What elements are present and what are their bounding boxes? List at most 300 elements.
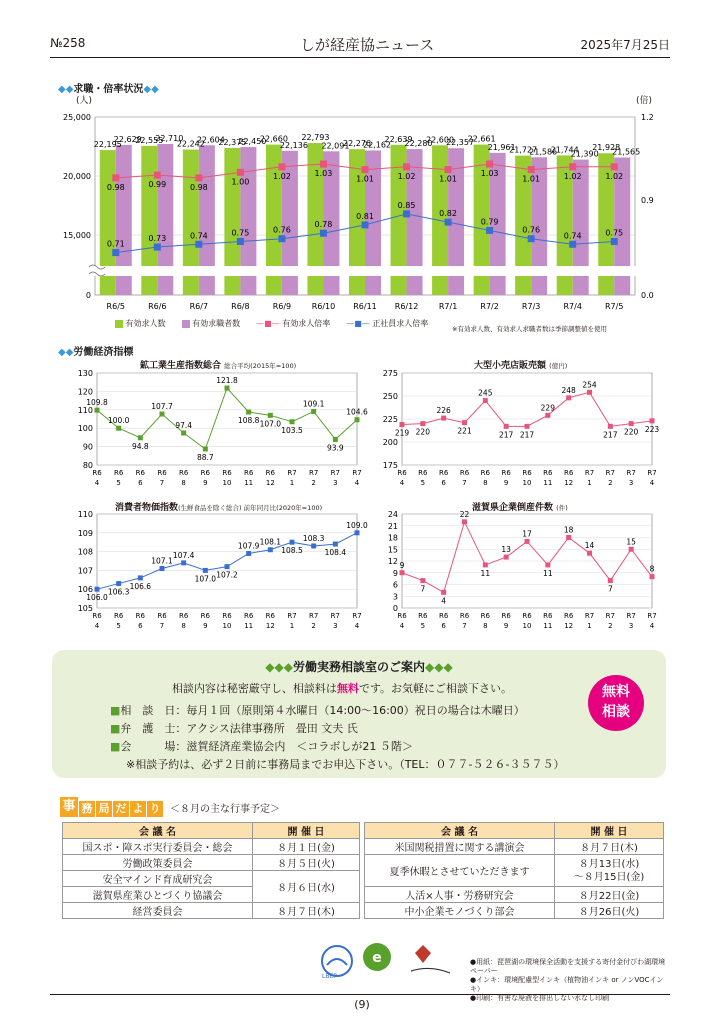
data-point <box>650 574 655 579</box>
x-tick-label: 6 <box>138 622 143 630</box>
series-line <box>97 388 357 449</box>
marker-job-ratio <box>195 174 202 181</box>
bar-job-offers <box>224 148 240 266</box>
marker-job-ratio <box>154 172 161 179</box>
y-tick-label: 21 <box>387 521 398 531</box>
bar-label: 22,357 <box>446 138 475 148</box>
x-tick-label: 2 <box>311 622 316 630</box>
consult-row-venue: ■会 場：滋賀経済産業協会内 ＜コラボしが21 ５階＞ <box>110 740 413 753</box>
y-tick-label: 25,000 <box>63 113 91 122</box>
x-tick-label: R7 <box>626 469 636 477</box>
page-header <box>50 34 670 54</box>
ratio-label: 0.79 <box>480 217 499 227</box>
jobs-ratio-chart <box>55 105 665 315</box>
y-tick-label: 110 <box>77 510 93 519</box>
axis-break <box>93 266 637 276</box>
x-tick-label: 3 <box>628 479 634 487</box>
x-tick-label: 4 <box>94 479 100 487</box>
ratio-label: 0.99 <box>148 180 167 190</box>
x-tick-label: R6 <box>179 469 189 477</box>
marker-fulltime-ratio <box>611 238 618 245</box>
x-tick-label: 10 <box>522 479 532 487</box>
bar-label: 21,727 <box>509 145 538 155</box>
x-tick-label: R6 <box>114 469 124 477</box>
bar-job-offers-base <box>598 276 614 295</box>
chart4-title: 滋賀県企業倒産件数 (件) <box>472 503 568 513</box>
y-tick-label: 15,000 <box>63 231 91 240</box>
x-tick-label: 3 <box>333 479 338 487</box>
bar-job-seekers-base <box>116 276 132 295</box>
bar-label: 21,390 <box>570 149 599 159</box>
x-tick-label: R6 <box>459 469 470 477</box>
ratio-label: 1.00 <box>231 177 250 187</box>
data-label: 104.6 <box>346 407 368 417</box>
data-point <box>504 424 509 429</box>
data-label: 107.7 <box>151 402 173 412</box>
x-tick-label: R6 <box>439 612 449 620</box>
y-tick-label: 80 <box>82 461 93 470</box>
x-tick-label: R6 <box>397 469 407 477</box>
bar-job-seekers-base <box>614 276 630 295</box>
x-tick-label: R6 <box>418 469 428 477</box>
data-label: 108.4 <box>324 548 347 558</box>
x-tick-label: 12 <box>265 622 275 630</box>
x-tick-label: 7 <box>462 622 467 630</box>
data-label: 121.8 <box>216 376 238 386</box>
marker-fulltime-ratio <box>237 238 244 245</box>
x-tick-label: 7 <box>462 479 467 487</box>
data-point <box>203 446 208 451</box>
jimu-heading: 事 務 局 だ よ り ＜８月の主な行事予定＞ <box>60 797 280 817</box>
ratio-label: 1.02 <box>273 171 291 181</box>
legend-item: —■— 有効求人倍率 <box>256 319 331 328</box>
footer-divider <box>50 994 670 995</box>
x-tick-label: 7 <box>159 622 165 630</box>
data-label: 107.4 <box>172 550 195 560</box>
x-tick-label: R6 <box>265 469 275 477</box>
data-label: 217 <box>519 430 535 440</box>
x-tick-label: 8 <box>483 622 488 630</box>
data-point <box>333 542 338 547</box>
marker-job-ratio <box>569 163 576 170</box>
consult-row-lawyer: ■弁 護 士：アクシス法律事務所 畳田 文夫 氏 <box>110 722 358 735</box>
table-row: 労働政策委員会 ８月５日(火) <box>63 855 360 871</box>
ratio-label: 0.74 <box>189 231 208 241</box>
x-tick-label: R6/11 <box>353 302 377 311</box>
x-tick-label: R7 <box>352 612 362 620</box>
x-tick-label: R6 <box>179 612 189 620</box>
data-point <box>181 560 186 565</box>
bar-job-seekers-base <box>407 276 423 295</box>
x-tick-label: 12 <box>564 479 574 487</box>
data-label: 107.0 <box>259 419 282 429</box>
chart-legend <box>115 318 428 329</box>
x-tick-label: R6 <box>397 612 407 620</box>
bar-label: 22,276 <box>343 139 371 149</box>
x-tick-label: 4 <box>94 622 100 630</box>
legend-item: 有効求人数 <box>115 318 166 329</box>
data-label: 4 <box>441 596 447 606</box>
y-tick-label: 12 <box>387 557 398 566</box>
data-point <box>545 562 550 567</box>
x-tick-label: 2 <box>311 479 316 487</box>
bankruptcy-chart <box>370 508 660 638</box>
data-label: 97.4 <box>175 420 193 430</box>
x-tick-label: 5 <box>420 479 426 487</box>
marker-job-ratio <box>445 166 452 173</box>
bar-job-offers-base <box>557 276 573 295</box>
footer-notes: ●用紙：琵琶湖の環境保全活動を支援する寄付金付びわ湖環境ペーパー ●インキ：環境配慮型インキ（植物油インキ or ノンVOCインキ） ●印刷：有害な廃液を排出しない水なし印刷 <box>470 958 666 1002</box>
y-tick-label: 90 <box>82 442 93 452</box>
ratio-label: 0.75 <box>605 228 624 238</box>
x-tick-label: 9 <box>503 622 509 630</box>
data-point <box>246 410 251 415</box>
data-point <box>268 413 273 418</box>
x-tick-label: R7 <box>584 469 595 477</box>
retail-sales-chart <box>370 367 660 495</box>
bar-label: 22,629 <box>113 134 142 144</box>
x-tick-label: 4 <box>399 479 405 487</box>
marker-fulltime-ratio <box>112 249 119 256</box>
bar-job-seekers-base <box>323 276 339 295</box>
y-tick-label: 108 <box>77 547 93 557</box>
legend-item: —■— 正社員求人倍率 <box>346 319 429 328</box>
x-tick-label: 12 <box>564 622 574 630</box>
x-tick-label: R6 <box>522 612 532 620</box>
table-row: 国スポ・障スポ実行委員会・総会 ８月１日(金) <box>63 839 360 855</box>
bar-label: 22,136 <box>279 140 308 150</box>
x-tick-label: R6 <box>222 469 232 477</box>
y2-tick-label: 0.9 <box>641 196 654 205</box>
ratio-label: 0.73 <box>148 234 167 244</box>
data-point <box>181 430 186 435</box>
bar-job-offers-base <box>100 276 116 295</box>
data-point <box>420 421 425 426</box>
y-tick-label: 0 <box>392 604 398 613</box>
data-label: 107.9 <box>237 541 260 551</box>
data-point <box>355 417 360 422</box>
bar-job-offers <box>266 145 282 266</box>
consult-subtitle: 相談内容は秘密厳守し、相談料は無料です。お気軽にご相談下さい。 <box>171 682 513 695</box>
x-tick-label: R7 <box>287 612 297 620</box>
data-label: 226 <box>436 406 451 416</box>
data-label: 108.8 <box>237 416 260 426</box>
marker-fulltime-ratio <box>569 241 576 248</box>
x-tick-label: R6 <box>92 612 102 620</box>
y-tick-label: 3 <box>392 592 398 602</box>
x-tick-label: 6 <box>138 479 143 487</box>
bar-label: 22,710 <box>155 134 184 144</box>
ratio-label: 1.02 <box>605 171 624 181</box>
free-consult-badge: 無料 相談 <box>588 675 644 731</box>
x-tick-label: R7 <box>647 469 657 477</box>
data-label: 15 <box>626 537 636 547</box>
data-point <box>355 530 360 535</box>
unit-left: (人) <box>76 96 93 106</box>
x-tick-label: R6 <box>244 612 254 620</box>
x-tick-label: R6 <box>114 612 124 620</box>
bar-job-offers-base <box>183 276 199 295</box>
data-label: 107.2 <box>216 570 238 580</box>
bar-job-seekers <box>448 148 464 266</box>
section-title-economy: ◆◆労働経済指標 <box>58 347 134 358</box>
data-point <box>629 547 634 552</box>
chart3-title: 消費者物価指数(生鮮食品を除く総合) 前年同月比(2020年=100) <box>115 503 323 513</box>
data-point <box>441 416 446 421</box>
data-point <box>462 519 467 524</box>
chart-note: ※有効求人数、有効求人求職者数は季節調整値を使用 <box>452 325 607 333</box>
data-label: 103.5 <box>281 425 303 435</box>
newsletter-title: しが経産協ニュース <box>300 36 435 54</box>
data-label: 108.5 <box>281 546 303 556</box>
x-tick-label: 12 <box>265 479 275 487</box>
data-label: 254 <box>582 380 597 390</box>
data-label: 220 <box>415 427 430 437</box>
issue-date: 2025年7月25日 <box>580 38 670 52</box>
x-tick-label: 11 <box>244 622 254 630</box>
data-point <box>311 409 316 414</box>
x-tick-label: R6 <box>522 469 532 477</box>
bar-label: 21,565 <box>612 147 641 157</box>
data-label: 93.9 <box>326 443 344 453</box>
bar-label: 22,600 <box>426 135 455 145</box>
data-label: 7 <box>420 584 426 594</box>
data-label: 109.8 <box>86 398 108 408</box>
x-tick-label: 8 <box>483 479 488 487</box>
ratio-label: 1.01 <box>356 174 374 184</box>
data-point <box>268 547 273 552</box>
data-label: 18 <box>563 525 574 535</box>
ratio-label: 0.74 <box>563 231 582 241</box>
x-tick-label: R7/1 <box>438 302 458 311</box>
x-tick-label: R7 <box>330 612 340 620</box>
table-header: 会 議 名 <box>63 823 253 839</box>
data-point <box>290 419 295 424</box>
bar-label: 22,280 <box>404 139 433 149</box>
y-tick-label: 110 <box>77 405 93 415</box>
bar-job-offers <box>183 150 199 266</box>
marker-fulltime-ratio <box>362 221 369 228</box>
y-tick-label: 106 <box>77 585 93 595</box>
marker-job-ratio <box>362 166 369 173</box>
marker-fulltime-ratio <box>486 227 493 234</box>
bar-job-seekers <box>199 145 215 266</box>
data-point <box>160 566 165 571</box>
x-tick-label: R6 <box>501 469 511 477</box>
table-row: 安全マインド育成研究会 ８月６日(水) <box>63 871 360 887</box>
data-label: 108.1 <box>259 537 282 547</box>
data-point <box>587 551 592 556</box>
bar-label: 22,450 <box>238 137 267 147</box>
ratio-label: 1.03 <box>480 169 499 179</box>
bar-label: 22,375 <box>218 137 247 147</box>
data-label: 11 <box>543 568 553 578</box>
x-tick-label: R7 <box>584 612 595 620</box>
ratio-label: 0.85 <box>397 200 416 210</box>
x-tick-label: R7 <box>287 469 297 477</box>
x-tick-label: R6 <box>418 612 428 620</box>
data-point <box>290 540 295 545</box>
x-tick-label: R6 <box>543 469 553 477</box>
marker-fulltime-ratio <box>278 235 285 242</box>
data-label: 94.8 <box>131 441 149 451</box>
bar-job-offers-base <box>515 276 531 295</box>
x-tick-label: 2 <box>608 479 613 487</box>
x-tick-label: 9 <box>503 479 509 487</box>
y-tick-label: 0 <box>85 291 91 300</box>
bar-label: 22,195 <box>93 140 122 150</box>
data-point <box>483 398 488 403</box>
x-tick-label: 4 <box>354 479 360 487</box>
bar-label: 22,639 <box>384 134 413 144</box>
data-label: 109.1 <box>302 399 325 409</box>
x-tick-label: R6 <box>564 469 574 477</box>
x-tick-label: R6/9 <box>272 302 292 311</box>
data-label: 100.0 <box>107 416 130 426</box>
x-tick-label: R6 <box>244 469 254 477</box>
data-label: 223 <box>644 424 660 434</box>
bar-label: 21,744 <box>550 145 579 155</box>
x-tick-label: R7 <box>309 612 319 620</box>
x-tick-label: 1 <box>289 479 295 487</box>
bar-job-seekers-base <box>365 276 381 295</box>
table-row: 滋賀県産業ひとづくり協議会 <box>63 887 360 903</box>
bar-job-offers-base <box>474 276 490 295</box>
data-point <box>95 408 100 413</box>
x-tick-label: 8 <box>181 622 186 630</box>
bar-job-seekers-base <box>573 276 589 295</box>
table-row: 米国関税措置に関する講演会 ８月７日(木) <box>365 839 664 855</box>
data-point <box>587 390 592 395</box>
data-point <box>629 421 634 426</box>
data-point <box>400 570 405 575</box>
data-label: 248 <box>561 385 576 395</box>
bar-job-offers-base <box>141 276 157 295</box>
x-tick-label: 11 <box>244 479 254 487</box>
data-label: 22 <box>459 509 470 519</box>
bar-label: 21,586 <box>529 147 558 157</box>
ratio-label: 0.76 <box>522 225 541 235</box>
x-tick-label: R6 <box>200 612 210 620</box>
issue-number: №258 <box>50 36 86 50</box>
data-point <box>95 587 100 592</box>
x-tick-label: 9 <box>203 622 208 630</box>
data-point <box>311 543 316 548</box>
x-tick-label: 4 <box>354 622 360 630</box>
ratio-label: 1.03 <box>314 169 333 179</box>
x-tick-label: R6 <box>480 612 490 620</box>
data-label: 217 <box>603 430 618 440</box>
y-tick-label: 200 <box>382 438 398 447</box>
y-tick-label: 20,000 <box>63 172 91 181</box>
marker-job-ratio <box>611 163 618 170</box>
data-point <box>566 535 571 540</box>
data-point <box>246 551 251 556</box>
bar-job-offers-base <box>432 276 448 295</box>
y-tick-label: 15 <box>387 545 398 555</box>
bar-job-seekers-base <box>199 276 215 295</box>
data-label: 217 <box>499 430 514 440</box>
bar-job-offers-base <box>349 276 365 295</box>
logo-label: LBEP <box>322 973 337 980</box>
data-label: 11 <box>480 568 491 578</box>
marker-fulltime-ratio <box>154 244 161 251</box>
data-point <box>333 437 338 442</box>
consult-row-date: ■相 談 日：毎月１回（原則第４水曜日（14:00〜16:00）祝日の場合は木曜日） <box>110 704 525 717</box>
bar-label: 22,162 <box>363 140 391 150</box>
table-row: 人活×人事・労務研究会 ８月22日(金) <box>365 887 664 903</box>
x-tick-label: R6 <box>564 612 574 620</box>
marker-job-ratio <box>486 161 493 168</box>
bar-label: 22,555 <box>135 135 164 145</box>
data-point <box>400 422 405 427</box>
y-tick-label: 120 <box>77 387 93 397</box>
bar-label: 22,091 <box>321 141 350 151</box>
bar-job-offers-base <box>224 276 240 295</box>
x-tick-label: R6/5 <box>106 302 125 311</box>
marker-job-ratio <box>112 174 119 181</box>
table-header: 会 議 名 <box>365 823 555 839</box>
table-header: 開 催 日 <box>253 823 360 839</box>
x-tick-label: R7/2 <box>480 302 499 311</box>
x-tick-label: R7/5 <box>605 302 624 311</box>
bar-job-offers-base <box>391 276 407 295</box>
x-tick-label: R7 <box>626 612 636 620</box>
marker-fulltime-ratio <box>195 241 202 248</box>
x-tick-label: 3 <box>628 622 634 630</box>
x-tick-label: 6 <box>441 479 446 487</box>
data-label: 106.6 <box>129 581 152 591</box>
bar-job-seekers-base <box>240 276 256 295</box>
x-tick-label: 11 <box>543 622 553 630</box>
bar-label: 21,928 <box>592 143 621 153</box>
x-tick-label: R6 <box>135 469 145 477</box>
x-tick-label: 3 <box>333 622 338 630</box>
bar-job-offers-base <box>307 276 323 295</box>
marker-job-ratio <box>237 169 244 176</box>
x-tick-label: R6 <box>135 612 145 620</box>
x-tick-label: 4 <box>649 622 655 630</box>
x-tick-label: R6 <box>200 469 210 477</box>
ratio-label: 0.81 <box>356 211 374 221</box>
ratio-label: 0.71 <box>106 239 125 249</box>
x-tick-label: 5 <box>116 622 121 630</box>
x-tick-label: R6 <box>222 612 232 620</box>
x-tick-label: R7 <box>605 469 615 477</box>
chart2-title: 大型小売店販売額 (億円) <box>474 361 568 371</box>
unit-right: (倍) <box>636 96 653 106</box>
marker-fulltime-ratio <box>528 235 535 242</box>
table-row: 中小企業モノづくり部会 ８月26日(火) <box>365 903 664 919</box>
x-tick-label: 5 <box>420 622 426 630</box>
x-tick-label: R6 <box>265 612 275 620</box>
table-row: 夏季休暇とさせていただきます ８月13日(水) ～８月15日(金) <box>365 855 664 887</box>
ratio-label: 1.02 <box>397 171 416 181</box>
data-point <box>116 426 121 431</box>
events-table-right <box>364 822 664 919</box>
y2-tick-label: 1.2 <box>641 113 654 122</box>
data-label: 13 <box>501 545 511 555</box>
data-point <box>420 578 425 583</box>
bar-job-offers-base <box>266 276 282 295</box>
data-label: 9 <box>399 560 405 570</box>
marker-job-ratio <box>528 166 535 173</box>
y-tick-label: 24 <box>387 510 398 519</box>
bar-job-seekers-base <box>282 276 298 295</box>
bar-job-seekers-base <box>448 276 464 295</box>
header-divider <box>50 57 670 58</box>
data-label: 107.0 <box>194 574 217 584</box>
